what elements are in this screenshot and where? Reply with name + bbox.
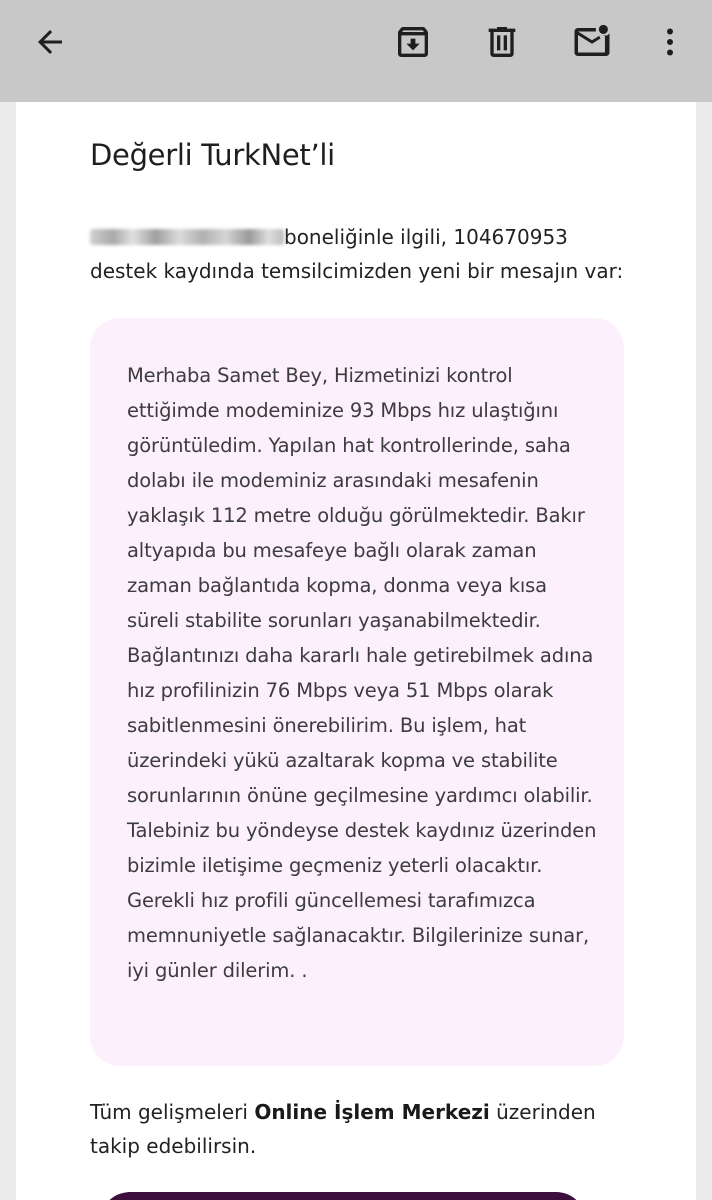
footer-prefix: Tüm gelişmeleri	[90, 1100, 255, 1124]
mark-unread-icon[interactable]	[568, 18, 616, 66]
footer-text	[90, 1095, 650, 1163]
intro-text	[90, 220, 630, 288]
back-arrow-icon[interactable]	[26, 18, 74, 66]
more-vert-icon[interactable]	[646, 18, 694, 66]
delete-icon[interactable]	[478, 18, 526, 66]
greeting-heading: Değerli TurkNet’li	[90, 138, 335, 172]
email-body	[0, 102, 712, 1200]
email-toolbar	[0, 0, 712, 102]
online-islem-merkezi-link[interactable]: Online İşlem Merkezi	[254, 1100, 490, 1124]
cta-button[interactable]	[100, 1192, 586, 1200]
archive-icon[interactable]	[389, 18, 437, 66]
representative-message: Merhaba Samet Bey, Hizmetinizi kontrol ettiğimde modeminize 93 Mbps hız ulaştığını görüntüledim. Yapılan hat kontrollerinde, saha dolabı ile modeminiz arasındaki mesafenin yaklaşık 112 metre olduğu görülmektedir. Bakır altyapıda bu mesafeye bağlı olarak zaman zaman bağlantıda kopma, donma veya kısa süreli stabilite sorunları yaşanabilmektedir. Bağlantınızı daha kararlı hale getirebilmek adına hız profilinizin 76 Mbps veya 51 Mbps olarak sabitlenmesini önerebilirim. Bu işlem, hat üzerindeki yükü azaltarak kopma ve stabilite sorunlarının önüne geçilmesine yardımcı olabilir. Talebiniz bu yöndeyse destek kaydınız üzerinden bizimle iletişime geçmeniz yeterli olacaktır. Gerekli hız profili güncellemesi tarafımızca memnuniyetle sağlanacaktır. Bilgilerinize sunar, iyi günler dilerim. .	[127, 364, 597, 982]
intro-after-redacted: boneliğinle ilgili, 104670953 destek kaydında temsilcimizden yeni bir mesajın var:	[90, 225, 624, 283]
email-card	[16, 102, 696, 1200]
footer-suffix: üzerinden takip edebilirsin.	[90, 1100, 596, 1158]
representative-message-box	[90, 318, 624, 1066]
redacted-subscriber	[90, 229, 284, 245]
